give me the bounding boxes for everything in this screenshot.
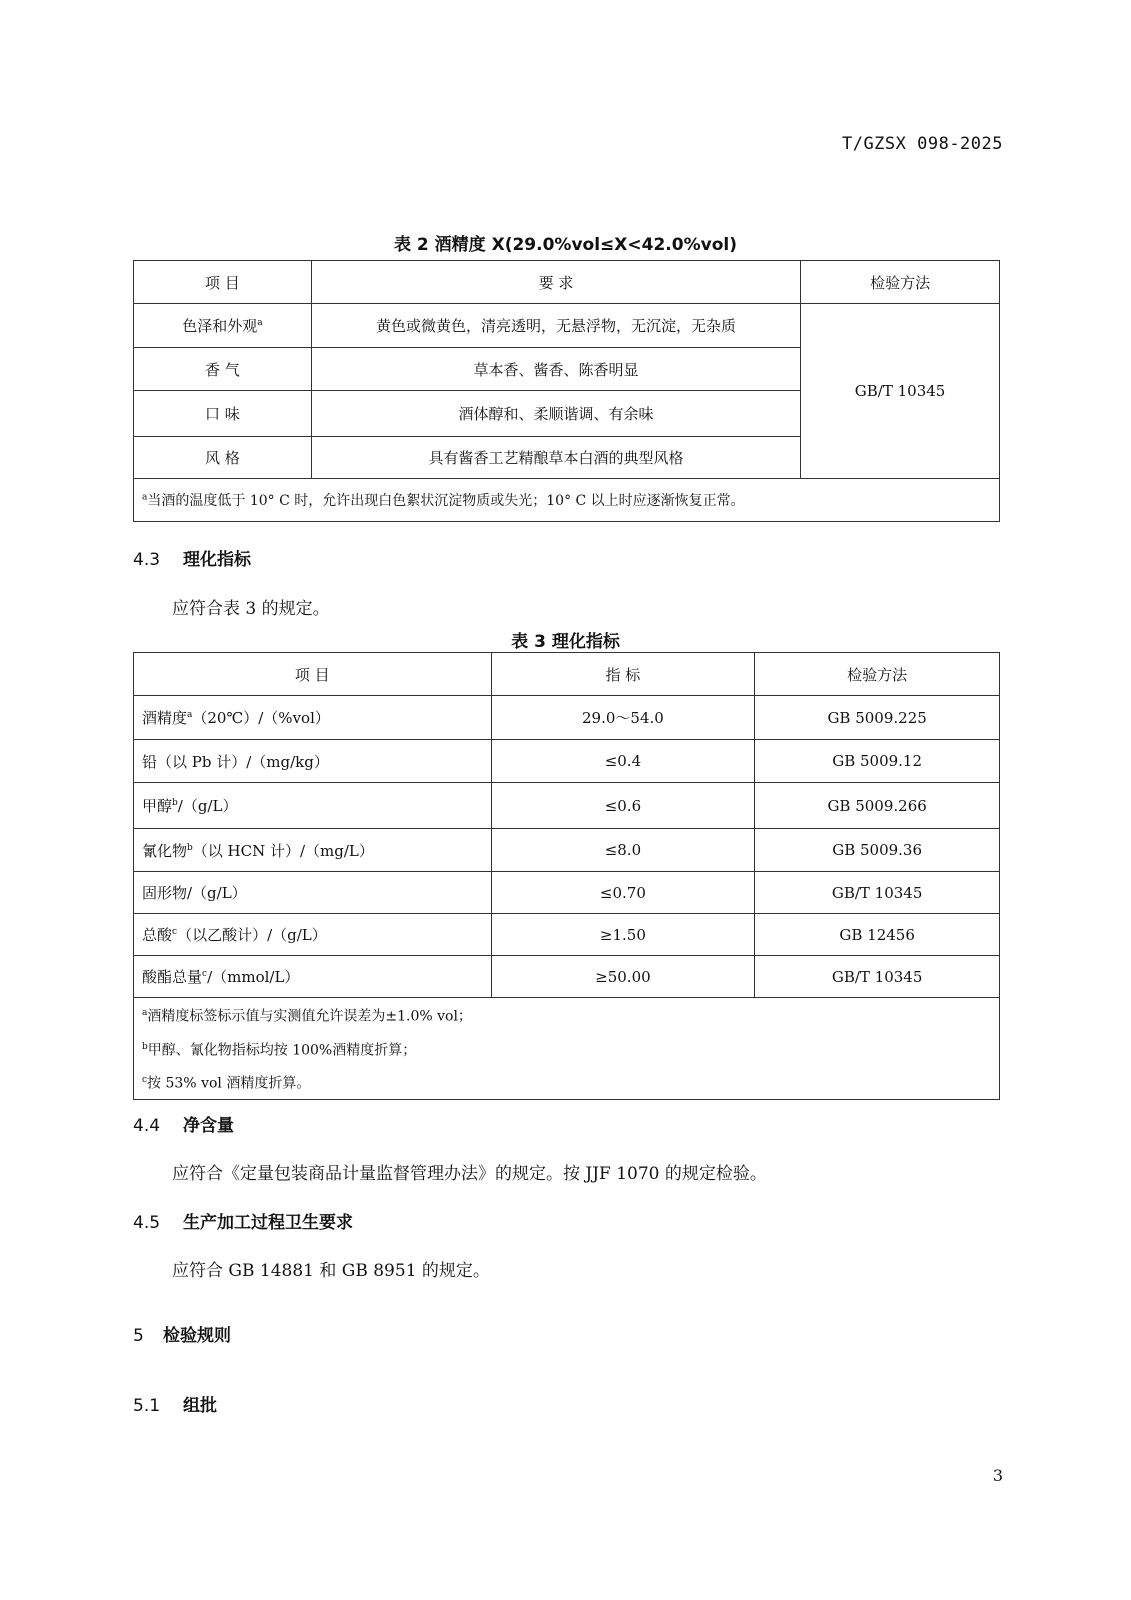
table3-method: GB/T 10345 (755, 956, 1000, 998)
table3-value: ≤0.4 (491, 740, 755, 783)
table2-requirement: 草本香、酱香、陈香明显 (311, 348, 800, 391)
table3-col-value: 指 标 (491, 653, 755, 696)
table3-col-item: 项 目 (134, 653, 492, 696)
table3-method: GB 5009.266 (755, 783, 1000, 829)
table3-value: ≤0.6 (491, 783, 755, 829)
table3-value: ≥1.50 (491, 914, 755, 956)
table2-item: 口 味 (134, 391, 312, 437)
table3-method: GB 5009.225 (755, 696, 1000, 740)
table3-item: 氰化物$^b$（以 HCN 计）/（mg/L） (134, 829, 492, 872)
table3-method: GB/T 10345 (755, 872, 1000, 914)
section-5-heading: 5 检验规则 (133, 1326, 231, 1346)
table3-item: 酸酯总量$^c$/（mmol/L） (134, 956, 492, 998)
table3-notes (134, 998, 1000, 1100)
table2-item: 香 气 (134, 348, 312, 391)
table2 (133, 260, 1000, 522)
table2-item: 色泽和外观$^a$ (134, 304, 312, 348)
table3-header-row (134, 653, 1000, 696)
table3-notes-row (134, 998, 1000, 1100)
table2-header-row (134, 261, 1000, 304)
table-row (134, 783, 1000, 829)
section-4-4-body: 应符合《定量包装商品计量监督管理办法》的规定。按 JJF 1070 的规定检验。 (172, 1164, 767, 1184)
table3-value: ≥50.00 (491, 956, 755, 998)
table2-requirement: 具有酱香工艺精酿草本白酒的典型风格 (311, 437, 800, 479)
table-row (134, 829, 1000, 872)
table3-value: 29.0～54.0 (491, 696, 755, 740)
table3-value: ≤0.70 (491, 872, 755, 914)
table3 (133, 652, 1000, 1100)
table3-method: GB 5009.36 (755, 829, 1000, 872)
table-row (134, 740, 1000, 783)
table2-requirement: 酒体醇和、柔顺谐调、有余味 (311, 391, 800, 437)
table3-item: 固形物/（g/L） (134, 872, 492, 914)
section-4-3-heading: 4.3 理化指标 (133, 550, 251, 570)
table3-caption: 表 3 理化指标 (511, 632, 620, 652)
table2-col-item: 项 目 (134, 261, 312, 304)
table-row (134, 696, 1000, 740)
table2-caption: 表 2 酒精度 X(29.0%vol≤X<42.0%vol) (394, 235, 737, 255)
table-row (134, 304, 1000, 348)
table3-value: ≤8.0 (491, 829, 755, 872)
table-row (134, 956, 1000, 998)
table3-method: GB 12456 (755, 914, 1000, 956)
section-5-1-heading: 5.1 组批 (133, 1396, 217, 1416)
table3-method: GB 5009.12 (755, 740, 1000, 783)
section-4-5-body: 应符合 GB 14881 和 GB 8951 的规定。 (172, 1261, 490, 1281)
table2-item: 风 格 (134, 437, 312, 479)
table3-col-method: 检验方法 (755, 653, 1000, 696)
table3-note-c: $^c$按 53% vol 酒精度折算。 (142, 1075, 311, 1092)
table2-col-method: 检验方法 (801, 261, 1000, 304)
table3-item: 铅（以 Pb 计）/（mg/kg） (134, 740, 492, 783)
page-number: 3 (992, 1466, 1003, 1485)
table3-item: 甲醇$^b$/（g/L） (134, 783, 492, 829)
section-4-3-body: 应符合表 3 的规定。 (172, 599, 330, 619)
table-row (134, 914, 1000, 956)
section-4-4-heading: 4.4 净含量 (133, 1116, 234, 1136)
section-4-5-heading: 4.5 生产加工过程卫生要求 (133, 1213, 353, 1233)
table-row (134, 872, 1000, 914)
table2-note-row (134, 479, 1000, 522)
table2-requirement: 黄色或微黄色，清亮透明，无悬浮物，无沉淀，无杂质 (311, 304, 800, 348)
table2-note: $^a$当酒的温度低于 10° C 时，允许出现白色絮状沉淀物质或失光；10° C 以上时应逐渐恢复正常。 (134, 479, 1000, 522)
table3-note-a: $^a$酒精度标签标示值与实测值允许误差为±1.0% vol； (142, 1008, 472, 1025)
table2-method: GB/T 10345 (801, 304, 1000, 479)
document-number: T/GZSX 098-2025 (841, 134, 1003, 154)
table3-item: 总酸$^c$（以乙酸计）/（g/L） (134, 914, 492, 956)
table3-note-b: $^b$甲醇、氰化物指标均按 100%酒精度折算； (142, 1041, 417, 1059)
table2-col-requirement: 要 求 (311, 261, 800, 304)
table3-item: 酒精度$^a$（20℃）/（%vol） (134, 696, 492, 740)
